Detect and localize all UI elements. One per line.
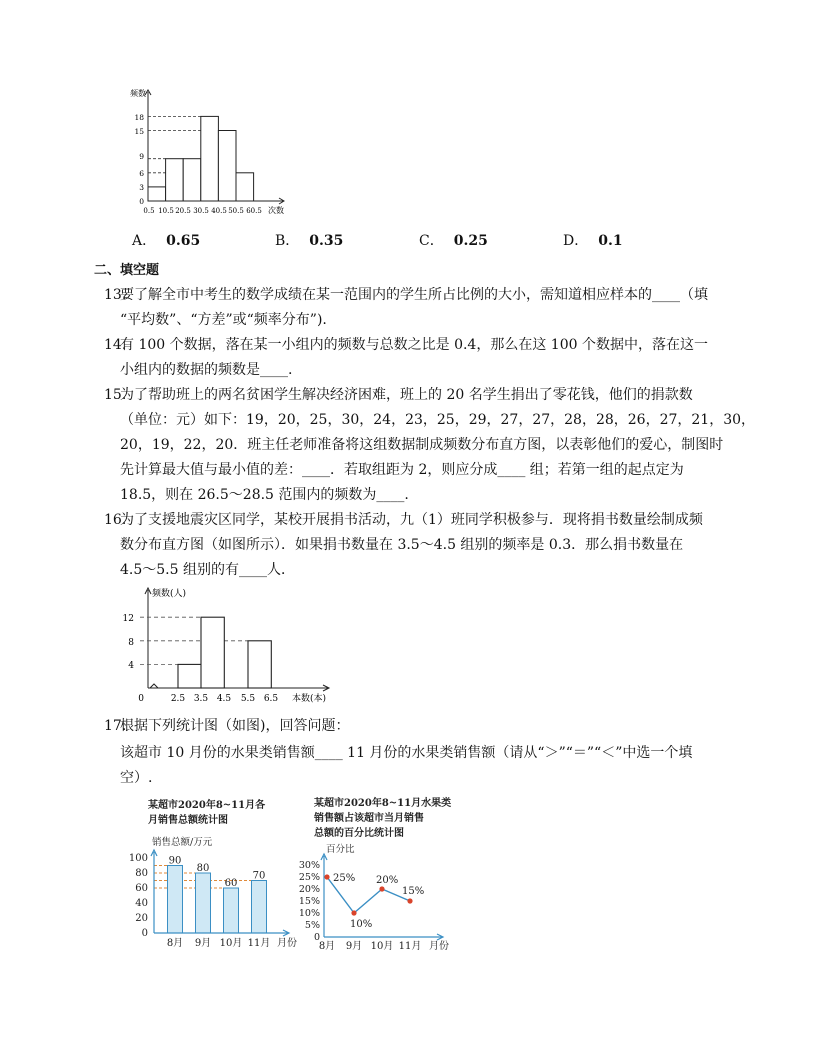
data-label: 90 [168, 855, 182, 867]
y-tick: 3 [139, 183, 144, 192]
question-number: 17. [104, 718, 127, 734]
histogram-bar [236, 173, 254, 201]
section-title: 二、填空题 [94, 263, 160, 278]
question-number: 14. [104, 337, 127, 353]
histogram-bar [201, 617, 224, 688]
option-value: 0.25 [453, 233, 488, 249]
chart-title: 月销售总额统计图 [148, 815, 228, 826]
question-number: 16. [104, 512, 127, 528]
option-letter: B． [275, 233, 300, 249]
x-tick: 11月 [247, 938, 271, 949]
percent-line-chart [294, 794, 464, 952]
q15-line: 为了帮助班上的两名贫困学生解决经济困难，班上的 20 名学生捐出了零花钱，他们的捐款数 [120, 387, 693, 403]
x-tick: 9月 [345, 941, 363, 952]
x-tick: 50.5 [228, 207, 244, 215]
sales-bar [168, 866, 183, 934]
x-tick: 8月 [166, 938, 184, 949]
y-tick: 15 [134, 127, 144, 136]
data-label: 10% [350, 919, 373, 930]
q17-line: 空）. [120, 770, 153, 786]
x-tick: 10月 [370, 941, 394, 952]
y-axis-label: 频数(人) [152, 589, 187, 599]
y-tick: 20% [298, 884, 320, 895]
data-label: 60 [224, 878, 238, 889]
chart-title: 总额的百分比统计图 [314, 828, 404, 839]
x-tick: 4.5 [216, 694, 232, 704]
x-tick: 6.5 [263, 694, 279, 704]
data-label: 70 [252, 870, 266, 882]
sales-bar-chart [124, 796, 304, 952]
y-tick: 15% [298, 896, 320, 907]
x-tick: 20.5 [175, 207, 191, 215]
x-tick: 0.5 [143, 207, 155, 215]
histogram-bar [178, 664, 201, 688]
x-tick: 10月 [219, 938, 243, 949]
histogram-bar [201, 116, 219, 201]
y-tick: 0 [141, 928, 148, 939]
option-value: 0.1 [598, 233, 623, 249]
histogram-bar [218, 131, 236, 202]
sales-bar [252, 881, 267, 934]
histogram-2 [118, 584, 338, 710]
axis-break [150, 684, 158, 688]
histogram-1 [118, 84, 298, 222]
q17-line: 根据下列统计图（如图)，回答问题： [120, 718, 350, 734]
y-axis-label: 销售总额/万元 [152, 837, 213, 848]
x-tick: 60.5 [246, 207, 262, 215]
data-point [324, 874, 329, 879]
x-axis-label: 月份 [277, 938, 297, 949]
y-tick: 0 [139, 197, 144, 206]
q13-line: “平均数”、“方差”或“频率分布”). [120, 312, 327, 328]
y-tick: 100 [128, 853, 148, 864]
y-tick: 30% [298, 860, 320, 871]
y-tick: 4 [128, 661, 134, 671]
x-axis-label: 本数(本) [292, 694, 327, 704]
y-axis-label: 百分比 [326, 844, 355, 855]
histogram-bar [183, 159, 201, 201]
data-point [407, 898, 412, 903]
x-tick: 40.5 [211, 207, 227, 215]
y-tick: 12 [122, 614, 134, 624]
q15-line: 18.5，则在 26.5～28.5 范围内的频数为____. [120, 487, 409, 503]
data-label: 15% [402, 886, 425, 897]
y-axis-label: 频数 [130, 89, 146, 98]
y-tick: 6 [139, 169, 144, 178]
q17-line: 该超市 10 月份的水果类销售额____ 11 月份的水果类销售额（请从“＞”“＝”“＜”中选一个填 [120, 745, 693, 761]
y-tick: 20 [135, 913, 148, 924]
data-label: 25% [333, 873, 356, 884]
y-tick: 25% [298, 872, 320, 883]
question-number: 13. [104, 287, 127, 303]
x-tick: 10.5 [158, 207, 174, 215]
option-c[interactable] [419, 230, 488, 250]
option-letter: C． [419, 233, 444, 249]
sales-bar [196, 873, 211, 933]
x-axis-label: 月份 [429, 941, 449, 952]
data-point [379, 886, 384, 891]
x-axis-label: 次数 [268, 206, 284, 215]
histogram-bar [248, 641, 271, 688]
x-tick: 5.5 [240, 694, 256, 704]
x-tick: 2.5 [170, 694, 186, 704]
q15-line: （单位：元）如下：19，20，25，30，24，23，25，29，27，27，28，28，26，27，21，30， [120, 412, 756, 428]
option-letter: A． [132, 233, 157, 249]
chart-title: 销售额占该超市当月销售 [314, 813, 424, 824]
x-tick: 11月 [398, 941, 422, 952]
option-value: 0.65 [166, 233, 201, 249]
histogram-bar [148, 187, 166, 201]
option-value: 0.35 [309, 233, 344, 249]
sales-bar [224, 888, 239, 933]
y-tick: 18 [134, 113, 144, 122]
data-label: 80 [196, 863, 210, 874]
q14-line: 小组内的数据的频数是____. [120, 362, 293, 378]
option-d[interactable] [563, 230, 623, 250]
y-tick: 9 [139, 152, 144, 161]
y-tick: 60 [135, 883, 148, 894]
x-tick: 9月 [194, 938, 212, 949]
x-tick: 30.5 [193, 207, 209, 215]
option-b[interactable] [275, 230, 343, 250]
chart-title: 某超市2020年8~11月水果类 [314, 798, 452, 809]
y-tick: 80 [135, 868, 148, 879]
q16-line: 4.5～5.5 组别的有____人． [120, 562, 295, 578]
data-point [351, 910, 356, 915]
q16-line: 为了支援地震灾区同学，某校开展捐书活动，九（1）班同学积极参与．现将捐书数量绘制成频 [120, 512, 703, 528]
q14-line: 有 100 个数据，落在某一小组内的频数与总数之比是 0.4，那么在这 100 个数据中，落在这一 [120, 337, 708, 353]
histogram-bar [166, 159, 184, 201]
chart-title: 某超市2020年8~11月各 [148, 800, 266, 811]
option-a[interactable] [132, 230, 200, 250]
y-tick: 10% [298, 908, 320, 919]
question-number: 15. [104, 387, 127, 403]
x-tick: 8月 [318, 941, 336, 952]
y-tick: 0 [313, 932, 320, 943]
q16-line: 数分布直方图（如图所示）．如果捐书数量在 3.5～4.5 组别的频率是 0.3．那么捐书数量在 [120, 537, 684, 553]
q13-line: 要了解全市中考生的数学成绩在某一范围内的学生所占比例的大小，需知道相应样本的____（填 [120, 287, 708, 303]
y-tick: 40 [135, 898, 148, 909]
option-letter: D． [563, 233, 589, 249]
x-tick: 3.5 [193, 694, 209, 704]
y-tick: 0 [138, 694, 144, 704]
y-tick: 5% [304, 920, 320, 931]
data-label: 20% [376, 875, 399, 886]
q15-line: 20，19，22，20．班主任老师准备将这组数据制成频数分布直方图，以表彰他们的爱心，制图时 [120, 437, 724, 453]
y-tick: 8 [128, 638, 134, 648]
q15-line: 先计算最大值与最小值的差：____．若取组距为 2，则应分成____ 组；若第一组的起点定为 [120, 462, 684, 478]
